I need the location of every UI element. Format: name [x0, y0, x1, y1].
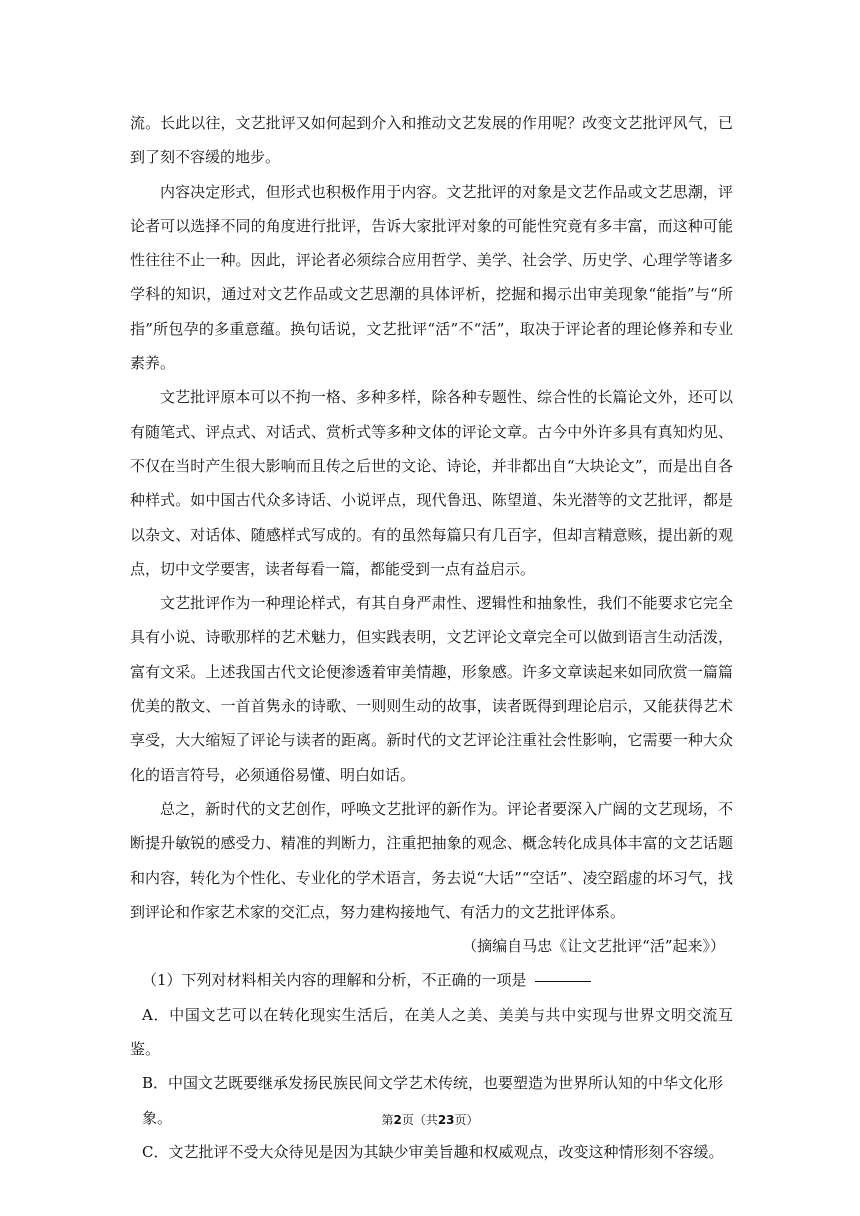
question-stem — [130, 963, 733, 997]
footer-middle: 页（共 — [401, 1113, 438, 1127]
option-a: A．中国文艺可以在转化现实生活后，在美人之美、美美与共中实现与世界文明交流互鉴。 — [130, 1005, 733, 1059]
footer-total-pages: 23 — [437, 1113, 455, 1127]
page-footer — [0, 1108, 860, 1128]
footer-page-number: 2 — [393, 1113, 402, 1127]
paragraph-conclusion: 总之，新时代的文艺创作，呼唤文艺批评的新作为。评论者要深入广阔的文艺现场，不断提升敏锐的感受力、精准的判断力，注重把抽象的观念、概念转化成具体丰富的文艺话题和内容，转化为个性化、专业化的学术语言，务去说“大话”“空话”、凌空蹈虚的坏习气，找到评论和作家艺术家的交汇点，努力建构接地气、有活力的文艺批评体系。 — [130, 799, 733, 921]
footer-prefix: 第 — [381, 1113, 394, 1127]
option-b-line2: 象。 — [142, 1108, 173, 1127]
paragraph-styles: 文艺批评原本可以不拘一格、多种多样，除各种专题性、综合性的长篇论文外，还可以有随笔式、评点式、对话式、赏析式等多种文体的评论文章。古今中外许多具有真知灼见、不仅在当时产生很大影响而且传之后世的文论、诗论，并非都出自“大块论文”，而是出自各种样式。如中国古代众多诗话、小说评点，现代鲁迅、陈望道、朱光潜等的文艺批评，都是以杂文、对话体、随感样式写成的。有的虽然每篇只有几百字，但却言精意赅，提出新的观点，切中文学要害，读者每看一篇，都能受到一点有益启示。 — [130, 388, 733, 578]
paragraph-form-content: 内容决定形式，但形式也积极作用于内容。文艺批评的对象是文艺作品或文艺思潮，评论者可以选择不同的角度进行批评，告诉大家批评对象的可能性究竟有多丰富，而这种可能性往往不止一种。因此，评论者必须综合应用哲学、美学、社会学、历史学、心理学等诸多学科的知识，通过对文艺作品或文艺思潮的具体评析，挖掘和揭示出审美现象“能指”与“所指”所包孕的多重意蕴。换句话说，文艺批评“活”不“活”，取决于评论者的理论修养和专业素养。 — [130, 182, 733, 373]
page-body — [130, 106, 733, 1169]
option-b-line1: B．中国文艺既要继承发扬民族民间文学艺术传统，也要塑造为世界所认知的中华文化形 — [142, 1074, 724, 1093]
source-citation: （摘编自马忠《让文艺批评“活”起来》） — [462, 937, 725, 956]
paragraph-language: 文艺批评作为一种理论样式，有其自身严肃性、逻辑性和抽象性，我们不能要求它完全具有小说、诗歌那样的艺术魅力，但实践表明，文艺评论文章完全可以做到语言生动活泼，富有文采。上述我国古代文论便渗透着审美情趣，形象感。许多文章读起来如同欣赏一篇篇优美的散文、一首首隽永的诗歌、一则则生动的故事，读者既得到理论启示，又能获得艺术享受，大大缩短了评论与读者的距离。新时代的文艺评论注重社会性影响，它需要一种大众化的语言符号，必须通俗易懂、明白如话。 — [130, 594, 733, 784]
option-c: C．文艺批评不受大众待见是因为其缺少审美旨趣和权威观点，改变这种情形刻不容缓。 — [142, 1142, 724, 1161]
footer-suffix: 页） — [454, 1113, 479, 1127]
paragraph-continued: 流。长此以往，文艺批评又如何起到介入和推动文艺发展的作用呢？改变文艺批评风气，已到了刻不容缓的地步。 — [130, 114, 733, 167]
answer-blank — [535, 980, 591, 982]
question-stem-text: （1）下列对材料相关内容的理解和分析，不正确的一项是 — [142, 971, 527, 990]
